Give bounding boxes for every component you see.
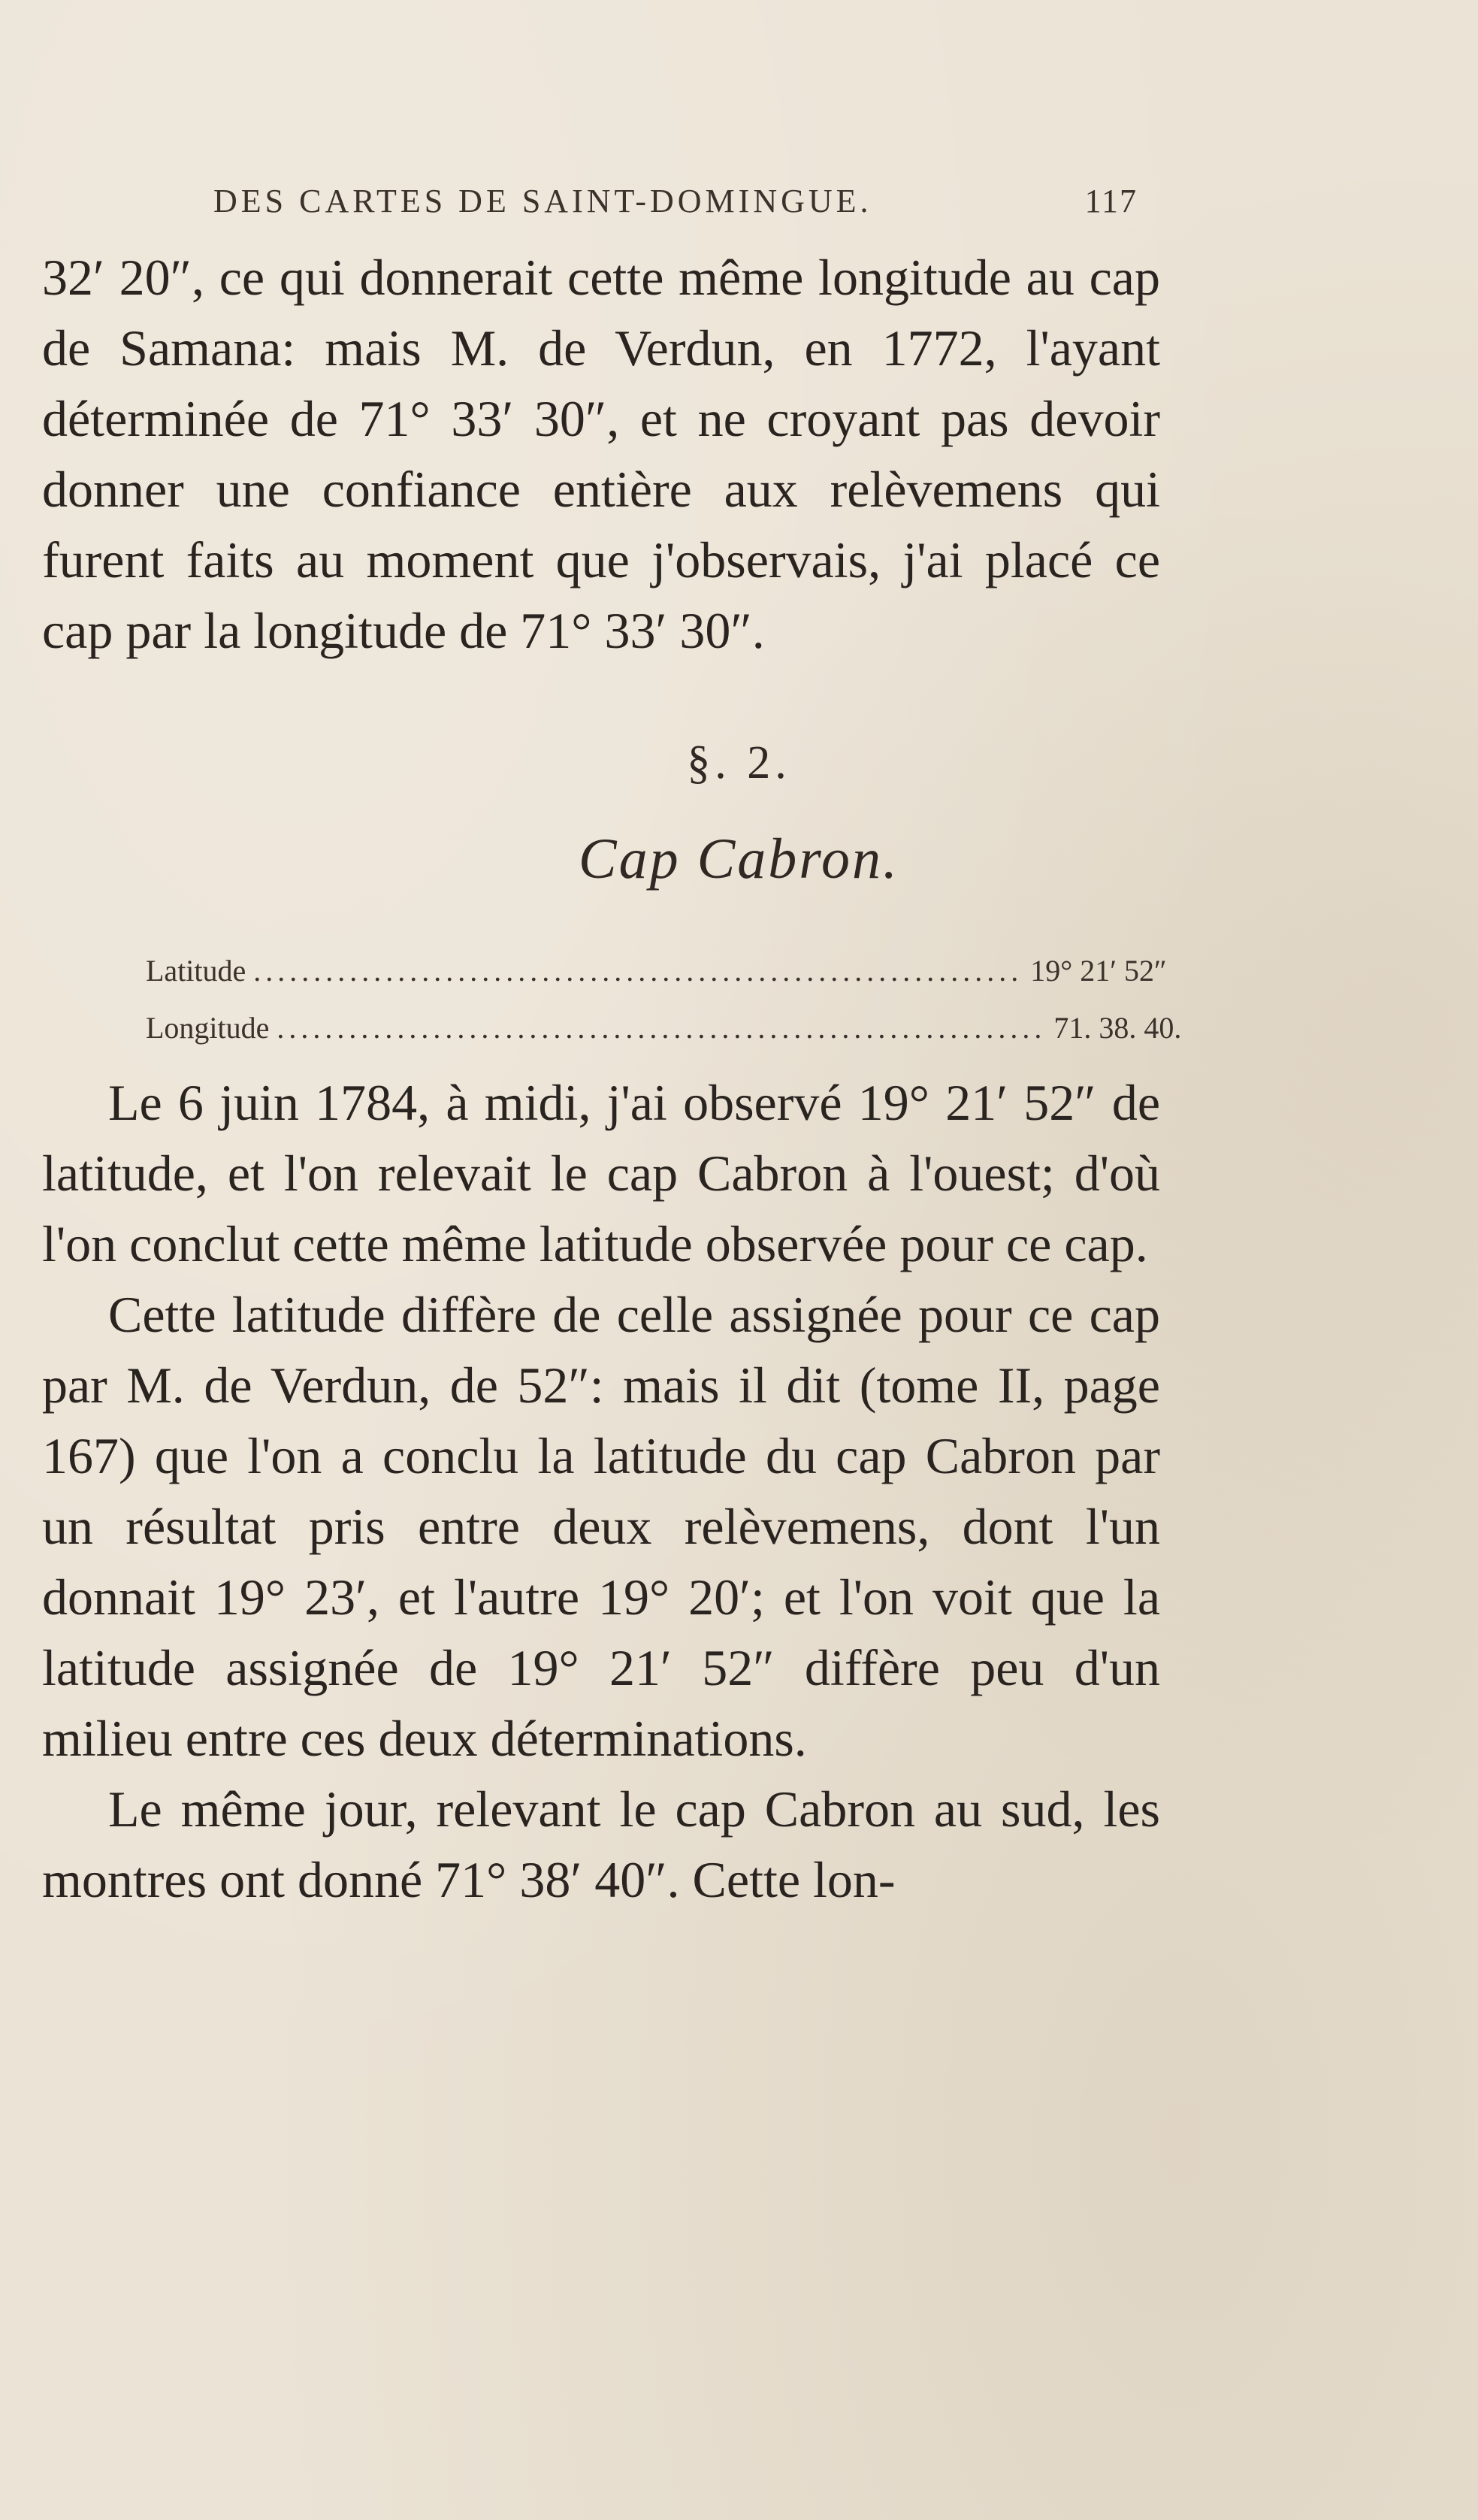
coordinate-value: 19° 21′ 52″: [1030, 954, 1167, 988]
dot-leader: ................................................................: [253, 954, 1023, 988]
body-paragraph: Cette latitude diffère de celle assignée pour ce cap par M. de Verdun, de 52″: mais il dit (tome II, page 167) que l'on a conclu la latitude du cap Cabron par un résultat pris entre deux relèvemens, dont l'un donnait 19° 23′, et l'autre 19° 20′; et l'on voit que la latitude assignée de 19° 21′ 52″ diffère peu d'un milieu entre ces deux déterminations.: [42, 1286, 1160, 1767]
coordinate-value: 71. 38. 40.: [1053, 1011, 1182, 1045]
coordinate-label: Longitude: [146, 1011, 270, 1045]
coordinate-row-latitude: [146, 942, 1167, 1000]
page-number: 117: [1084, 183, 1138, 219]
continuation-paragraph: 32′ 20″, ce qui donnerait cette même longitude au cap de Samana: mais M. de Verdun, en 1772, l'ayant déterminée de 71° 33′ 30″, et ne croyant pas devoir donner une confiance entière aux relèvemens qui furent faits au moment que j'observais, j'ai placé ce cap par la longitude de 71° 33′ 30″.: [42, 249, 1160, 659]
coordinate-row-longitude: [146, 1000, 1182, 1057]
body-paragraph: Le même jour, relevant le cap Cabron au sud, les montres ont donné 71° 38′ 40″. Cette lon-: [42, 1780, 1160, 1908]
continuation-paragraph-block: [42, 242, 1160, 666]
body-text: [42, 1067, 1160, 1915]
dot-leader: ................................................................: [277, 1011, 1047, 1045]
body-paragraph: Le 6 juin 1784, à midi, j'ai observé 19° 21′ 52″ de latitude, et l'on relevait le cap Cabron à l'ouest; d'où l'on conclut cette même latitude observée pour ce cap.: [42, 1074, 1160, 1272]
running-head-title: DES CARTES DE SAINT-DOMINGUE.: [213, 183, 872, 219]
coordinates-table: [146, 942, 1182, 1057]
running-head: [213, 182, 1138, 227]
section-title: Cap Cabron.: [578, 827, 900, 891]
coordinate-label: Latitude: [146, 954, 246, 988]
section-number: §. 2.: [687, 737, 791, 788]
